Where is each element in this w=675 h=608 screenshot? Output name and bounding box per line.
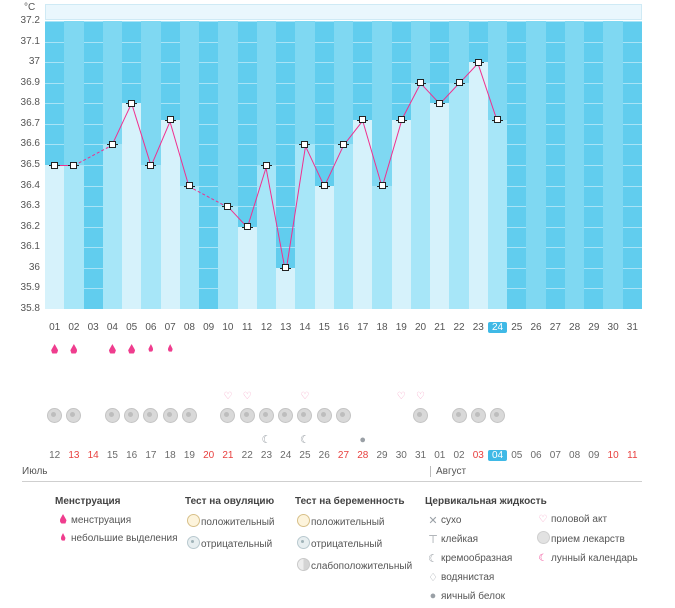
pill-icon: [471, 408, 486, 423]
cervical-fluid-cell[interactable]: [295, 430, 314, 452]
x-axis-tick-label[interactable]: 27: [549, 322, 561, 333]
temperature-bar[interactable]: [45, 165, 64, 309]
temperature-bar[interactable]: [64, 165, 83, 309]
data-point-marker[interactable]: [128, 100, 135, 107]
x-axis-tick-label[interactable]: 20: [414, 322, 427, 333]
intercourse-cell[interactable]: [392, 386, 411, 408]
y-axis-unit-label: °C: [24, 2, 36, 13]
day-column[interactable]: [584, 21, 603, 309]
legend-group-title: Тест на овуляцию: [185, 496, 275, 507]
intercourse-cell[interactable]: [218, 386, 237, 408]
medication-cell[interactable]: [103, 408, 122, 430]
medication-cell[interactable]: [449, 408, 468, 430]
medication-cell[interactable]: [488, 408, 507, 430]
menstruation-cell[interactable]: [141, 344, 160, 366]
data-point-marker[interactable]: [379, 182, 386, 189]
legend-item-label: водянистая: [441, 572, 495, 583]
y-axis-tick-label: 37: [28, 56, 40, 68]
heart-icon: ♡: [223, 391, 233, 402]
calendar-date-label[interactable]: 25: [299, 450, 311, 461]
x-axis-tick-label[interactable]: 16: [337, 322, 350, 333]
temperature-bar[interactable]: [103, 144, 122, 309]
y-axis-tick-label: 36.7: [20, 117, 40, 129]
legend-group-title: [535, 496, 638, 507]
x-axis-tick-label[interactable]: 02: [68, 322, 80, 333]
medication-cell[interactable]: [276, 408, 295, 430]
plot-canvas: [45, 21, 642, 309]
x-axis-tick-label[interactable]: 04: [106, 322, 118, 333]
legend-item-label: прием лекарств: [551, 533, 625, 545]
grid-line: [45, 309, 642, 310]
legend-item: [425, 514, 547, 527]
medication-cell[interactable]: [334, 408, 353, 430]
legend-item-label: сухо: [441, 515, 462, 526]
medication-cell[interactable]: [161, 408, 180, 430]
pill-icon: [47, 408, 62, 423]
day-column[interactable]: [84, 21, 103, 309]
legend-item: [535, 514, 638, 525]
temperature-bar[interactable]: [315, 186, 334, 309]
medication-cell[interactable]: [45, 408, 64, 430]
intercourse-row: [45, 386, 642, 408]
temperature-bar[interactable]: [430, 103, 449, 309]
drop-icon: [70, 344, 77, 354]
intercourse-cell[interactable]: [295, 386, 314, 408]
calendar-date-label[interactable]: 08: [569, 450, 581, 461]
data-point-marker[interactable]: [359, 116, 366, 123]
medication-cell[interactable]: [257, 408, 276, 430]
calendar-date-label[interactable]: 28: [357, 450, 369, 461]
y-axis-tick-label: 36.9: [20, 76, 40, 88]
legend-item: [425, 590, 547, 602]
data-point-marker[interactable]: [186, 182, 193, 189]
data-point-marker[interactable]: [417, 79, 424, 86]
calendar-date-label[interactable]: 01: [434, 450, 446, 461]
y-axis-tick-label: 37.2: [20, 15, 40, 26]
data-point-marker[interactable]: [398, 116, 405, 123]
y-axis-tick-label: 36.6: [20, 138, 40, 150]
plot-area: [45, 4, 642, 322]
legend-item-label: отрицательный: [201, 538, 273, 550]
legend-group: [535, 496, 638, 570]
legend-item: [425, 571, 547, 584]
circle-positive-icon: [297, 514, 310, 527]
pill-icon: [105, 408, 120, 423]
calendar-date-label[interactable]: 26: [318, 450, 330, 461]
pill-icon: [537, 531, 550, 544]
x-axis-tick-label[interactable]: 19: [395, 322, 407, 333]
legend-item: [425, 552, 547, 565]
temperature-bar[interactable]: [295, 144, 314, 309]
legend: [0, 496, 675, 601]
moon-icon: ☾: [538, 553, 548, 564]
medication-cell[interactable]: [180, 408, 199, 430]
legend-group-title: Тест на беременность: [295, 496, 405, 507]
medication-cell[interactable]: [469, 408, 488, 430]
pill-icon: [182, 408, 197, 423]
pill-icon: [240, 408, 255, 423]
dry-icon: ✕: [428, 515, 438, 527]
heart-icon: ♡: [538, 514, 548, 525]
temperature-bar[interactable]: [122, 103, 141, 309]
sticky-icon: ⊤: [428, 534, 438, 546]
calendar-date-label[interactable]: 04: [488, 450, 507, 461]
y-axis-tick-label: 36.1: [20, 241, 40, 253]
y-axis-tick-label: 37.1: [20, 35, 40, 47]
x-axis-tick-label[interactable]: 12: [260, 322, 273, 333]
small-drop-icon: [148, 344, 153, 352]
legend-item-label: положительный: [201, 516, 275, 528]
legend-item: [295, 514, 412, 530]
circle-negative-icon: [187, 536, 200, 549]
legend-item: [425, 533, 547, 546]
x-axis-tick-label[interactable]: 08: [183, 322, 195, 333]
temperature-bar[interactable]: [469, 62, 488, 309]
calendar-date-label[interactable]: 07: [549, 450, 561, 461]
data-point-marker[interactable]: [282, 264, 289, 271]
legend-item: [535, 553, 638, 564]
small-drop-icon: [61, 533, 66, 541]
x-axis-secondary: [45, 450, 642, 464]
medication-cell[interactable]: [411, 408, 430, 430]
legend-group-title: Менструация: [55, 496, 121, 507]
data-point-marker[interactable]: [244, 223, 251, 230]
y-axis-tick-label: 36.8: [20, 97, 40, 109]
legend-item: [185, 514, 274, 530]
creamy-icon: ☾: [261, 434, 272, 446]
data-point-marker[interactable]: [494, 116, 501, 123]
pill-icon: [66, 408, 81, 423]
medication-row: [45, 408, 642, 430]
legend-item-label: менструация: [71, 515, 132, 526]
x-axis-tick-label[interactable]: 10: [222, 322, 234, 333]
calendar-date-label[interactable]: 17: [145, 450, 157, 461]
temperature-bar[interactable]: [334, 144, 353, 309]
legend-group: [55, 496, 178, 550]
day-column[interactable]: [623, 21, 642, 309]
legend-item: [295, 558, 412, 574]
temperature-bar[interactable]: [449, 83, 468, 309]
day-column[interactable]: [526, 21, 545, 309]
day-column[interactable]: [199, 21, 218, 309]
x-axis-tick-label[interactable]: 24: [488, 322, 507, 333]
cervical-fluid-cell[interactable]: [257, 430, 276, 452]
calendar-date-label[interactable]: 31: [414, 450, 427, 461]
legend-item: [55, 514, 178, 527]
medication-cell[interactable]: [141, 408, 160, 430]
data-point-marker[interactable]: [436, 100, 443, 107]
circle-negative-icon: [297, 536, 310, 549]
pill-icon: [452, 408, 467, 423]
legend-item: [55, 533, 178, 544]
intercourse-cell[interactable]: [411, 386, 430, 408]
y-axis-tick-label: 36.3: [20, 200, 40, 212]
calendar-date-label[interactable]: 09: [588, 450, 600, 461]
pill-icon: [413, 408, 428, 423]
calendar-date-label[interactable]: 15: [106, 450, 118, 461]
creamy-icon: ☾: [428, 553, 438, 565]
menstruation-cell[interactable]: [45, 344, 64, 366]
symptom-rows: [45, 340, 642, 455]
calendar-date-label[interactable]: 23: [260, 450, 273, 461]
calendar-date-label[interactable]: 30: [395, 450, 407, 461]
legend-item-label: небольшие выделения: [71, 533, 178, 544]
temperature-bar[interactable]: [141, 165, 160, 309]
month-labels: [22, 466, 642, 480]
data-point-marker[interactable]: [321, 182, 328, 189]
medication-cell[interactable]: [218, 408, 237, 430]
legend-item-label: отрицательный: [311, 538, 383, 550]
creamy-icon: ☾: [300, 434, 310, 446]
calendar-date-label[interactable]: 13: [68, 450, 80, 461]
temperature-bar[interactable]: [218, 206, 237, 309]
x-axis-tick-label[interactable]: 23: [472, 322, 484, 333]
drop-icon: [128, 344, 135, 354]
x-axis-tick-label[interactable]: 15: [318, 322, 330, 333]
legend-item: [295, 536, 412, 552]
legend-group: [425, 496, 547, 608]
y-axis-tick-label: 35.9: [20, 282, 40, 294]
data-point-marker[interactable]: [475, 59, 482, 66]
data-point-marker[interactable]: [301, 141, 308, 148]
data-point-marker[interactable]: [263, 162, 270, 169]
calendar-date-label[interactable]: 20: [203, 450, 215, 461]
calendar-date-label[interactable]: 22: [241, 450, 253, 461]
legend-item-label: кремообразная: [441, 553, 513, 564]
pill-icon: [336, 408, 351, 423]
x-axis-tick-label[interactable]: 03: [87, 322, 99, 333]
data-point-marker[interactable]: [147, 162, 154, 169]
temperature-bar[interactable]: [180, 186, 199, 309]
x-axis-tick-label[interactable]: 31: [626, 322, 638, 333]
calendar-date-label[interactable]: 05: [511, 450, 523, 461]
calendar-date-label[interactable]: 21: [222, 450, 234, 461]
calendar-date-label[interactable]: 11: [627, 450, 638, 461]
heart-icon: ♡: [242, 391, 252, 402]
x-axis-tick-label[interactable]: 29: [588, 322, 600, 333]
calendar-date-label[interactable]: 06: [530, 450, 542, 461]
legend-group: [295, 496, 412, 580]
temperature-bar[interactable]: [392, 120, 411, 309]
drop-icon: [51, 344, 58, 354]
temperature-bar[interactable]: [488, 120, 507, 309]
legend-item: [185, 536, 274, 552]
axis-divider: [22, 481, 642, 482]
menstruation-cell[interactable]: [122, 344, 141, 366]
x-axis-tick-label[interactable]: 28: [569, 322, 581, 333]
calendar-date-label[interactable]: 19: [183, 450, 195, 461]
x-axis-tick-label[interactable]: 09: [203, 322, 215, 333]
calendar-date-label[interactable]: 27: [337, 450, 350, 461]
temperature-bar[interactable]: [372, 186, 391, 309]
day-column[interactable]: [546, 21, 565, 309]
small-drop-icon: [168, 344, 173, 352]
data-point-marker[interactable]: [456, 79, 463, 86]
month-left-label: Июль: [22, 466, 48, 477]
legend-item-label: половой акт: [551, 514, 608, 525]
x-axis-tick-label[interactable]: 14: [299, 322, 311, 333]
menstruation-row: [45, 344, 642, 366]
pill-icon: [220, 408, 235, 423]
temperature-bar[interactable]: [238, 227, 257, 309]
cervical-fluid-cell[interactable]: [353, 430, 372, 452]
menstruation-cell[interactable]: [64, 344, 83, 366]
day-column[interactable]: [507, 21, 526, 309]
circle-positive-icon: [187, 514, 200, 527]
pill-icon: [278, 408, 293, 423]
calendar-date-label[interactable]: 24: [280, 450, 292, 461]
x-axis-tick-label[interactable]: 26: [530, 322, 542, 333]
x-axis-tick-label[interactable]: 11: [242, 322, 253, 333]
x-axis-tick-label[interactable]: 22: [453, 322, 465, 333]
heart-icon: ♡: [396, 391, 406, 402]
data-point-marker[interactable]: [224, 203, 231, 210]
legend-item-label: лунный календарь: [551, 553, 638, 564]
calendar-date-label[interactable]: 18: [164, 450, 176, 461]
pill-icon: [490, 408, 505, 423]
watery-icon: ♢: [428, 572, 438, 584]
y-axis-tick-label: 36.5: [20, 159, 40, 170]
medication-cell[interactable]: [295, 408, 314, 430]
y-axis-tick-label: 36: [28, 261, 40, 273]
pill-icon: [143, 408, 158, 423]
temperature-bar[interactable]: [276, 268, 295, 309]
data-point-marker[interactable]: [167, 116, 174, 123]
pill-icon: [163, 408, 178, 423]
y-axis-tick-label: 36.4: [20, 179, 40, 191]
calendar-date-label[interactable]: 29: [376, 450, 388, 461]
data-point-marker[interactable]: [109, 141, 116, 148]
data-point-marker[interactable]: [70, 162, 77, 169]
pill-icon: [124, 408, 139, 423]
legend-group: [185, 496, 274, 558]
drop-icon: [60, 514, 67, 524]
x-axis-tick-label[interactable]: 05: [126, 322, 138, 333]
medication-cell[interactable]: [64, 408, 83, 430]
eggwhite-icon: ●: [429, 590, 437, 602]
circle-weak-positive-icon: [297, 558, 310, 571]
menstruation-cell[interactable]: [103, 344, 122, 366]
medication-cell[interactable]: [315, 408, 334, 430]
calendar-date-label[interactable]: 14: [87, 450, 99, 461]
legend-item-label: слабоположительный: [311, 560, 413, 572]
month-right-label: Август: [430, 466, 466, 477]
x-axis-tick-label[interactable]: 17: [357, 322, 369, 333]
legend-item-label: положительный: [311, 516, 385, 528]
x-axis-tick-label[interactable]: 07: [164, 322, 176, 333]
calendar-date-label[interactable]: 10: [607, 450, 619, 461]
intercourse-cell[interactable]: [238, 386, 257, 408]
y-axis-tick-label: 36.2: [20, 220, 40, 232]
pill-icon: [317, 408, 332, 423]
x-axis-primary: [45, 322, 642, 338]
legend-group-title: Цервикальная жидкость: [425, 496, 547, 507]
calendar-date-label[interactable]: 12: [49, 450, 61, 461]
legend-item: [535, 531, 638, 547]
x-axis-tick-label[interactable]: 21: [434, 322, 446, 333]
day-column[interactable]: [603, 21, 622, 309]
eggwhite-icon: ●: [359, 434, 367, 446]
heart-icon: ♡: [416, 391, 425, 402]
drop-icon: [109, 344, 116, 354]
cervical-fluid-row: [45, 430, 642, 452]
calendar-date-label[interactable]: 02: [453, 450, 465, 461]
day-column[interactable]: [565, 21, 584, 309]
data-point-marker[interactable]: [340, 141, 347, 148]
medication-cell[interactable]: [122, 408, 141, 430]
data-point-marker[interactable]: [51, 162, 58, 169]
medication-cell[interactable]: [238, 408, 257, 430]
pill-icon: [259, 408, 274, 423]
x-axis-tick-label[interactable]: 18: [376, 322, 388, 333]
plot-top-strip: [45, 4, 642, 20]
pill-icon: [297, 408, 312, 423]
x-axis-tick-label[interactable]: 30: [607, 322, 619, 333]
y-axis-tick-label: 35.8: [20, 303, 40, 314]
legend-item-label: клейкая: [441, 534, 479, 545]
x-axis-tick-label[interactable]: 13: [280, 322, 292, 333]
x-axis-tick-label[interactable]: 25: [511, 322, 523, 333]
temperature-bar[interactable]: [411, 83, 430, 309]
heart-icon: ♡: [300, 391, 310, 402]
legend-item-label: яичный белок: [441, 590, 506, 602]
calendar-date-label[interactable]: 03: [472, 450, 484, 461]
menstruation-cell[interactable]: [161, 344, 180, 366]
x-axis-tick-label[interactable]: 06: [145, 322, 157, 333]
x-axis-tick-label[interactable]: 01: [49, 322, 61, 333]
calendar-date-label[interactable]: 16: [126, 450, 138, 461]
